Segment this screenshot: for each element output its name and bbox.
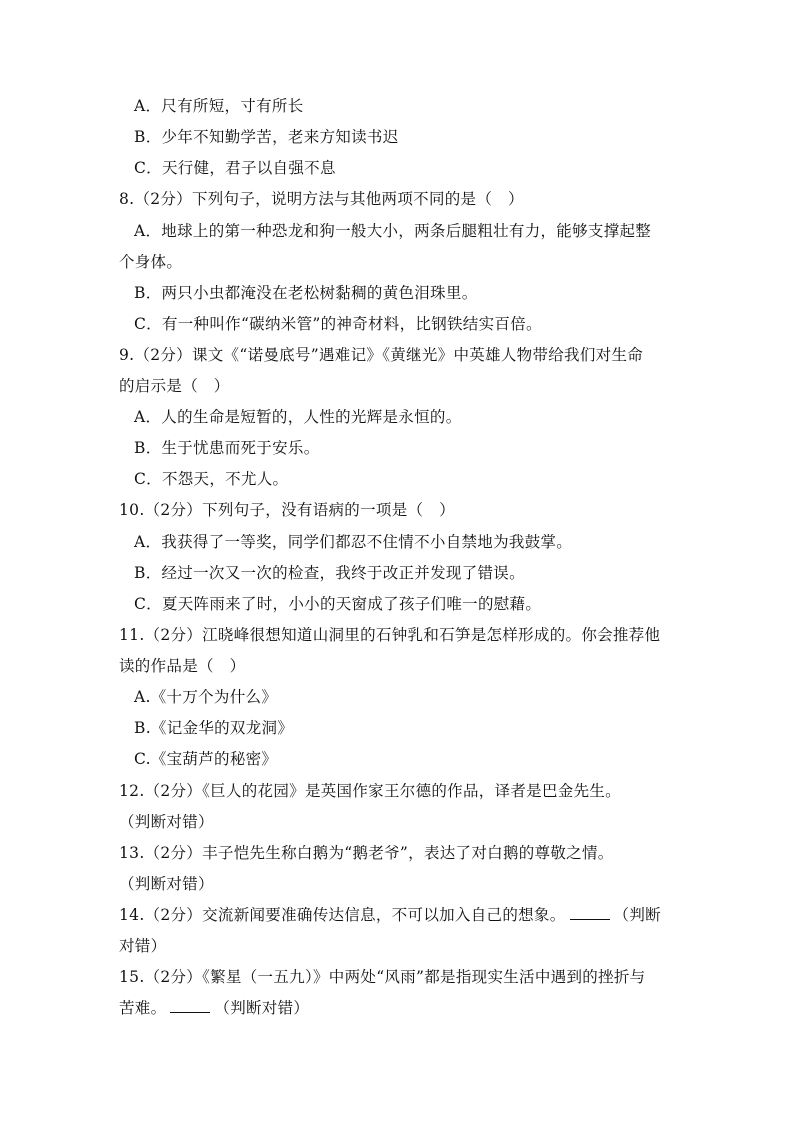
q15-stem-cont (119, 998, 309, 1018)
q11-option-c: C.《宝葫芦的秘密》 (134, 750, 278, 768)
q14-judge: （判断 (613, 906, 661, 924)
q9-option-a: A．人的生命是短暂的，人性的光辉是永恒的。 (134, 408, 462, 426)
q11-option-b: B.《记金华的双龙洞》 (134, 719, 294, 737)
q8-option-c: C．有一种叫作“碳纳米管”的神奇材料，比钢铁结实百倍。 (134, 315, 542, 333)
q10-option-b: B．经过一次又一次的检查，我终于改正并发现了错误。 (134, 564, 525, 582)
q11-stem: 11.（2分）江晓峰很想知道山洞里的石钟乳和石笋是怎样形成的。你会推荐他 (119, 626, 661, 644)
q12-stem: 12.（2分）《巨人的花园》是英国作家王尔德的作品，译者是巴金先生。 (119, 782, 621, 800)
q7-option-c: C．天行健，君子以自强不息 (134, 159, 336, 177)
q11-option-a: A.《十万个为什么》 (134, 688, 278, 706)
q7-option-a: A．尺有所短，寸有所长 (134, 97, 304, 115)
q10-stem: 10.（2分）下列句子，没有语病的一项是（ ） (119, 501, 455, 519)
q14-judge-cont: 对错） (119, 937, 167, 955)
q7-option-b: B．少年不知勤学苦，老来方知读书迟 (134, 128, 399, 146)
q15-judge: （判断对错） (214, 999, 310, 1017)
q9-option-c: C．不怨天，不尤人。 (134, 470, 289, 488)
q9-stem-cont: 的启示是（ ） (119, 377, 230, 395)
q14-stem (119, 905, 661, 925)
q11-stem-cont: 读的作品是（ ） (119, 657, 246, 675)
q9-stem: 9.（2分）课文《“诺曼底号”遇难记》《黄继光》中英雄人物带给我们对生命 (119, 346, 644, 364)
q10-option-a: A．我获得了一等奖，同学们都忍不住情不小自禁地为我鼓掌。 (134, 533, 573, 551)
q15-stem: 15.（2分）《繁星（一五九）》中两处“风雨”都是指现实生活中遇到的挫折与 (119, 968, 646, 986)
q10-option-c: C．夏天阵雨来了时，小小的天窗成了孩子们唯一的慰藉。 (134, 595, 542, 613)
q9-option-b: B．生于忧患而死于安乐。 (134, 439, 320, 457)
q13-judge: （判断对错） (119, 875, 214, 893)
q8-option-a-cont: 个身体。 (119, 253, 183, 271)
q14-text: 14.（2分）交流新闻要准确传达信息，不可以加入自己的想象。 (119, 906, 566, 924)
q8-stem: 8.（2分）下列句子，说明方法与其他两项不同的是（ ） (119, 190, 524, 208)
q12-judge: （判断对错） (119, 813, 214, 831)
q8-option-b: B．两只小虫都淹没在老松树黏稠的黄色泪珠里。 (134, 284, 478, 302)
q8-option-a: A．地球上的第一种恐龙和狗一般大小，两条后腿粗壮有力，能够支撑起整 (134, 222, 652, 240)
q13-stem: 13.（2分）丰子恺先生称白鹅为“鹅老爷”，表达了对白鹅的尊敬之情。 (119, 844, 614, 862)
q15-answer-blank[interactable] (170, 998, 210, 1013)
q14-answer-blank[interactable] (570, 905, 610, 920)
q15-text: 苦难。 (119, 999, 167, 1017)
